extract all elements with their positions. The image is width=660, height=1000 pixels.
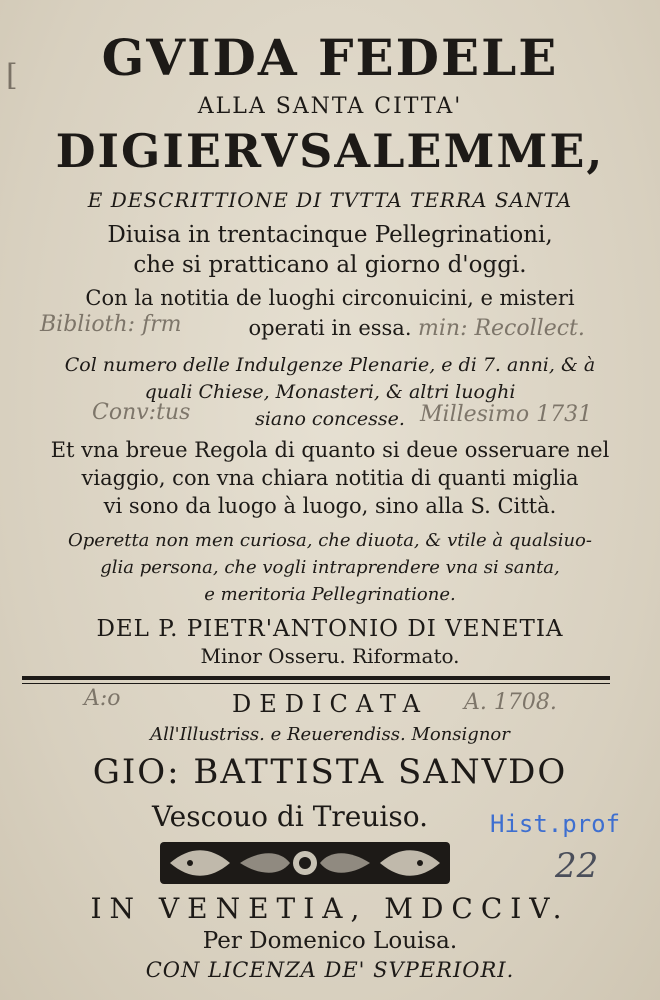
description-line-2: che si pratticano al giorno d'oggi. [133, 252, 527, 278]
indulgences-line-2: quali Chiese, Monasteri, & altri luoghi [144, 381, 516, 403]
handwritten-note-conv: Conv:tus [92, 400, 191, 425]
dedication-line-1: All'Illustriss. e Reuerendiss. Monsignor [150, 724, 510, 745]
handwritten-note-date: Millesimo 1731 [420, 402, 593, 427]
indulgences-line-1: Col numero delle Indulgenze Plenarie, e di 7. anni, & à [64, 354, 596, 376]
description-line-1: Diuisa in trentacinque Pellegrinationi, [107, 222, 553, 248]
title-line-1: GVIDA FEDELE [101, 28, 559, 87]
description-line-3: Con la notitia de luoghi circonuicini, e misteri [85, 286, 575, 310]
handwritten-note-year: A. 1708. [464, 690, 557, 715]
dedication-label: DEDICATA [232, 690, 428, 718]
operetta-line-3: e meritoria Pellegrinatione. [204, 584, 456, 605]
operetta-line-2: glia persona, che vogli intraprendere vna si santa, [100, 557, 560, 578]
double-rule [22, 676, 610, 680]
operetta-line-1: Operetta non men curiosa, che diuota, & vtile à qualsiuo- [68, 530, 592, 551]
handwritten-note-ao: A:o [84, 686, 121, 711]
rule-line-3: vi sono da luogo à luogo, sino alla S. Città. [103, 494, 557, 518]
rule-line-2: viaggio, con vna chiara notitia di quanti miglia [81, 466, 579, 490]
indulgences-line-3: siano concesse. [255, 408, 405, 430]
title-line-2: ALLA SANTA CITTA' [197, 94, 463, 119]
author-line-2: Minor Osseru. Riformato. [200, 644, 460, 668]
title-line-3: DIGIERVSALEMME, [55, 124, 605, 178]
double-rule-thin [22, 683, 610, 684]
printer-ornament [160, 842, 450, 884]
imprint-license: CON LICENZA DE' SVPERIORI. [145, 958, 515, 982]
dedication-title: Vescouo di Treuiso. [152, 800, 428, 833]
title-line-4: E DESCRITTIONE DI TVTTA TERRA SANTA [87, 188, 573, 212]
imprint-place: IN VENETIA, MDCCIV. [90, 892, 570, 925]
dedication-name: GIO: BATTISTA SANVDO [92, 752, 568, 792]
imprint-printer: Per Domenico Louisa. [202, 928, 458, 954]
shelf-number: 22 [555, 846, 599, 886]
handwritten-note-right: min: Recollect. [418, 316, 585, 341]
library-stamp: Hist.prof [490, 810, 621, 838]
margin-mark: [ [6, 58, 18, 93]
handwritten-note-left: Biblioth: frm [40, 312, 182, 337]
rule-line-1: Et vna breue Regola di quanto si deue osseruare nel [50, 438, 610, 462]
description-line-4: operati in essa. [248, 316, 412, 340]
author-line-1: DEL P. PIETR'ANTONIO DI VENETIA [96, 616, 564, 642]
